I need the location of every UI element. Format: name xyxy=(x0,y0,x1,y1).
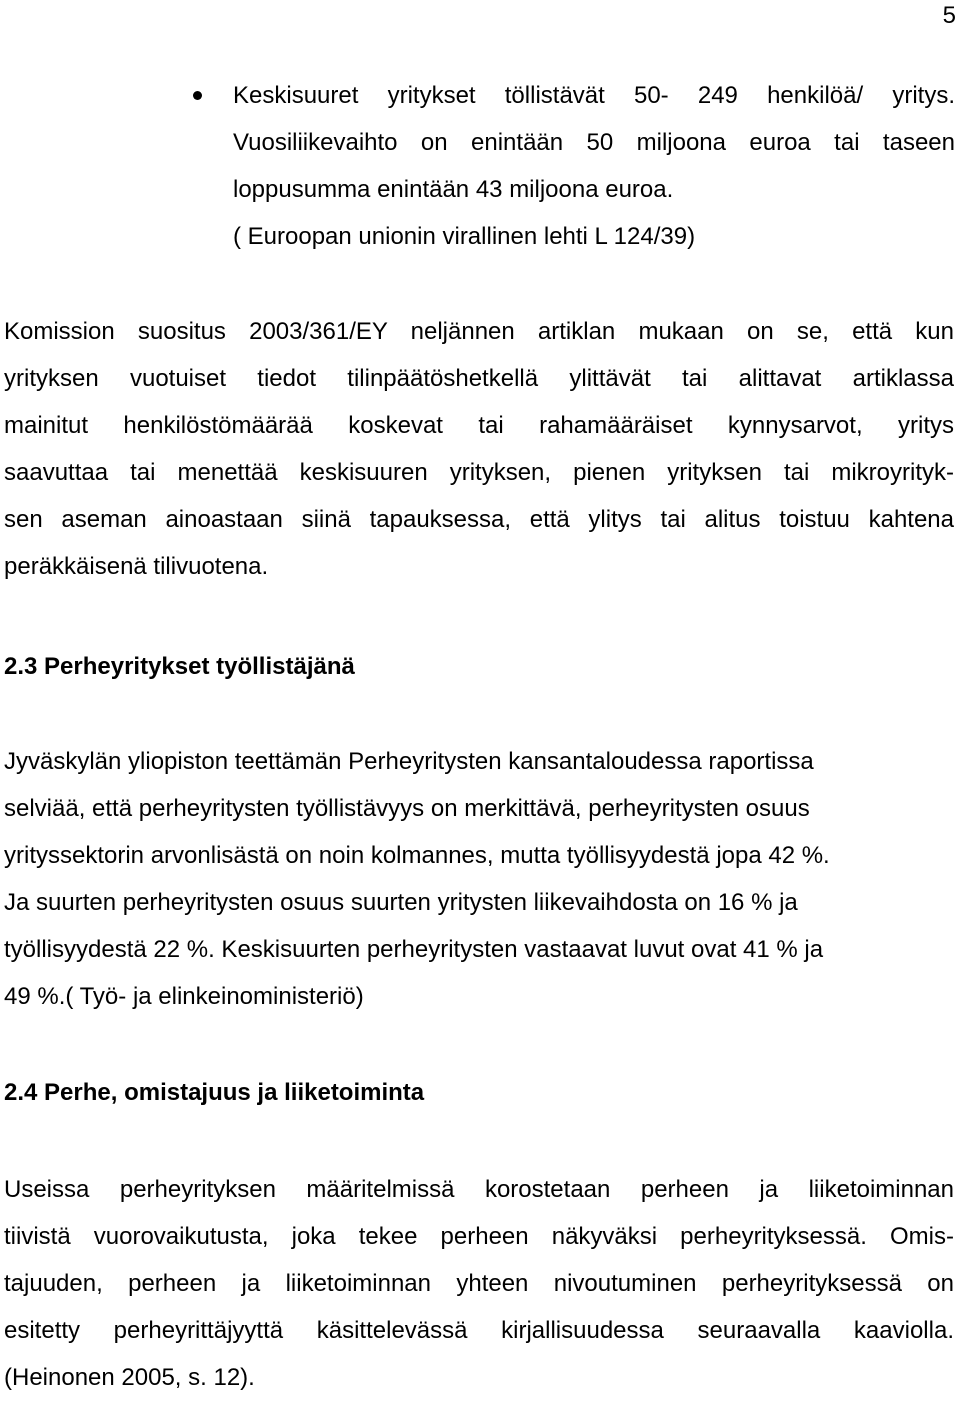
paragraph-line: tajuuden, perheen ja liiketoiminnan yhteen nivoutuminen perheyrityksessä on xyxy=(4,1270,954,1297)
paragraph-line: yrityssektorin arvonlisästä on noin kolmannes, mutta työllisyydestä jopa 42 %. xyxy=(4,842,830,869)
paragraph-line: sen aseman ainoastaan siinä tapauksessa, että ylitys tai alitus toistuu kahtena xyxy=(4,506,954,533)
page-number: 5 xyxy=(942,2,956,29)
section-heading-2-3: 2.3 Perheyritykset työllistäjänä xyxy=(4,653,355,680)
bullet-line: Vuosiliikevaihto on enintään 50 miljoona euroa tai taseen xyxy=(233,129,955,156)
paragraph-line: selviää, että perheyritysten työllistävyys on merkittävä, perheyritysten osuus xyxy=(4,795,810,822)
paragraph-line: yrityksen vuotuiset tiedot tilinpäätöshetkellä ylittävät tai alittavat artiklassa xyxy=(4,365,954,392)
section-heading-2-4: 2.4 Perhe, omistajuus ja liiketoiminta xyxy=(4,1079,425,1106)
bullet-line: Keskisuuret yritykset töllistävät 50- 249 henkilöä/ yritys. xyxy=(233,82,955,109)
paragraph-line: (Heinonen 2005, s. 12). xyxy=(4,1364,255,1391)
paragraph-family-ownership-business xyxy=(4,1166,954,1401)
paragraph-family-business-employment xyxy=(4,738,954,1020)
bullet-text xyxy=(233,72,955,260)
bullet-dot-icon xyxy=(193,91,202,100)
paragraph-line: esitetty perheyrittäjyyttä käsittelevässä kirjallisuudessa seuraavalla kaaviolla. xyxy=(4,1317,954,1344)
paragraph-line: Ja suurten perheyritysten osuus suurten yritysten liikevaihdosta on 16 % ja xyxy=(4,889,798,916)
paragraph-commission-recommendation xyxy=(4,308,954,590)
paragraph-line: Useissa perheyrityksen määritelmissä korostetaan perheen ja liiketoiminnan xyxy=(4,1176,954,1203)
paragraph-line: tiivistä vuorovaikutusta, joka tekee perheen näkyväksi perheyrityksessä. Omis- xyxy=(4,1223,954,1250)
paragraph-line: 49 %.( Työ- ja elinkeinoministeriö) xyxy=(4,983,364,1010)
paragraph-line: työllisyydestä 22 %. Keskisuurten perheyritysten vastaavat luvut ovat 41 % ja xyxy=(4,936,824,963)
paragraph-line: saavuttaa tai menettää keskisuuren yrityksen, pienen yrityksen tai mikroyrityk- xyxy=(4,459,954,486)
bullet-line: ( Euroopan unionin virallinen lehti L 124/39) xyxy=(233,223,696,250)
paragraph-line: Komission suositus 2003/361/EY neljännen artiklan mukaan on se, että kun xyxy=(4,318,954,345)
paragraph-line: mainitut henkilöstömäärää koskevat tai rahamääräiset kynnysarvot, yritys xyxy=(4,412,954,439)
bullet-line: loppusumma enintään 43 miljoona euroa. xyxy=(233,176,674,203)
paragraph-line: peräkkäisenä tilivuotena. xyxy=(4,553,269,580)
paragraph-line: Jyväskylän yliopiston teettämän Perheyritysten kansantaloudessa raportissa xyxy=(4,748,814,775)
